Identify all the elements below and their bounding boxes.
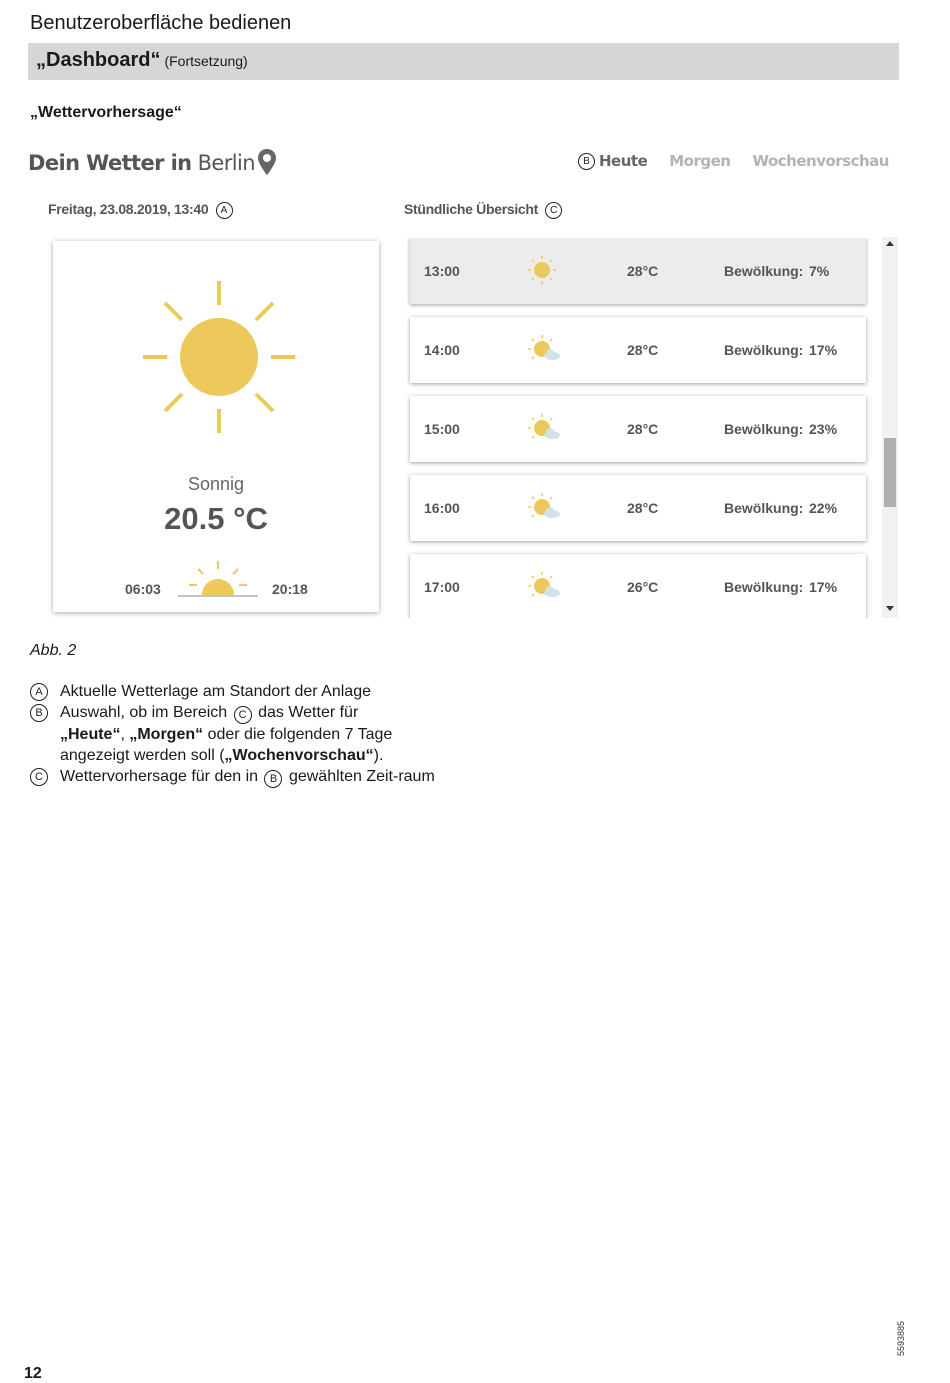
scroll-down-arrow-icon[interactable] — [886, 606, 894, 611]
inline-marker-c: C — [234, 706, 252, 724]
cloud-cover-label: Bewölkung: — [724, 421, 804, 437]
legend-text: Wettervorhersage für den in B gewählten Zeit-raum — [60, 768, 435, 785]
cloud-cover-label: Bewölkung: — [724, 342, 804, 358]
figure-legend — [30, 681, 450, 788]
hourly-row[interactable] — [410, 317, 866, 383]
weather-header — [28, 148, 277, 181]
hour-time: 14:00 — [424, 342, 460, 358]
sun-cloud-icon — [526, 334, 562, 369]
current-temperature: 20.5 °C — [164, 501, 268, 536]
weather-header-city: Berlin — [197, 151, 255, 175]
hourly-overview-label: Stündliche Übersicht C — [404, 201, 562, 219]
sun-cloud-icon — [526, 492, 562, 527]
inline-marker-b: B — [264, 770, 282, 788]
hour-time: 16:00 — [424, 500, 460, 516]
legend-item — [30, 702, 450, 766]
weather-header-prefix: Dein Wetter in — [28, 151, 192, 175]
hour-temperature: 26°C — [627, 579, 659, 595]
subsection-title: „Wettervorhersage“ — [30, 104, 182, 121]
cloud-cover-value: 23% — [809, 421, 838, 437]
hourly-row[interactable] — [410, 475, 866, 541]
legend-item — [30, 766, 450, 788]
hourly-row[interactable] — [410, 396, 866, 462]
sunrise-time: 06:03 — [125, 581, 161, 597]
tab-wochenvorschau[interactable]: Wochenvorschau — [752, 152, 889, 170]
cloud-cover-label: Bewölkung: — [724, 579, 804, 595]
cloud-cover-value: 22% — [809, 500, 838, 516]
cloud-cover-value: 17% — [809, 342, 838, 358]
cloud-cover-value: 7% — [809, 263, 830, 279]
hour-time: 17:00 — [424, 579, 460, 595]
scroll-thumb[interactable] — [884, 438, 896, 507]
sun-cloud-icon — [526, 571, 562, 606]
cloud-cover-label: Bewölkung: — [724, 500, 804, 516]
date-time-label: Freitag, 23.08.2019, 13:40 A — [48, 201, 233, 219]
hourly-scrollbar[interactable] — [882, 237, 898, 618]
section-header — [28, 43, 899, 80]
figure-caption: Abb. 2 — [30, 642, 77, 659]
sunrise-sunset-icon — [177, 559, 259, 604]
sun-icon — [141, 279, 297, 440]
scroll-up-arrow-icon[interactable] — [886, 241, 894, 246]
hour-temperature: 28°C — [627, 421, 659, 437]
marker-c: C — [545, 202, 562, 219]
hour-temperature: 28°C — [627, 500, 659, 516]
legend-key-b: B — [30, 704, 48, 722]
period-tabs — [578, 152, 889, 170]
hourly-row[interactable] — [410, 238, 866, 304]
hourly-row[interactable] — [410, 554, 866, 618]
hour-time: 13:00 — [424, 263, 460, 279]
hour-time: 15:00 — [424, 421, 460, 437]
current-condition: Sonnig — [187, 474, 245, 494]
marker-b: B — [578, 153, 595, 170]
current-weather-card — [53, 241, 379, 612]
chapter-title: Benutzeroberfläche bedienen — [30, 12, 292, 34]
section-subtitle: (Fortsetzung) — [164, 53, 248, 69]
hourly-forecast-list[interactable] — [404, 238, 898, 618]
cloud-cover-value: 17% — [809, 579, 838, 595]
legend-key-a: A — [30, 683, 48, 701]
tab-heute[interactable]: Heute — [599, 152, 648, 170]
legend-key-c: C — [30, 768, 48, 786]
cloud-cover-label: Bewölkung: — [724, 263, 804, 279]
sunset-time: 20:18 — [272, 581, 308, 597]
sun-cloud-icon — [526, 413, 562, 448]
tab-morgen[interactable]: Morgen — [669, 152, 731, 170]
page-number: 12 — [24, 1365, 42, 1382]
legend-text: Auswahl, ob im Bereich C das Wetter für „Heute“, „Morgen“ oder die folgenden 7 Tage angezeigt werden soll („Wochenvorschau“). — [60, 704, 393, 764]
sun-icon — [526, 255, 562, 290]
section-title: „Dashboard“ (Fortsetzung) — [36, 49, 248, 71]
weather-figure — [28, 138, 899, 618]
location-pin-icon — [257, 148, 277, 181]
hour-temperature: 28°C — [627, 342, 659, 358]
document-code: 5593885 — [896, 1320, 906, 1356]
marker-a: A — [216, 202, 233, 219]
legend-item — [30, 681, 450, 702]
hour-temperature: 28°C — [627, 263, 659, 279]
legend-text: Aktuelle Wetterlage am Standort der Anlage — [60, 683, 371, 700]
